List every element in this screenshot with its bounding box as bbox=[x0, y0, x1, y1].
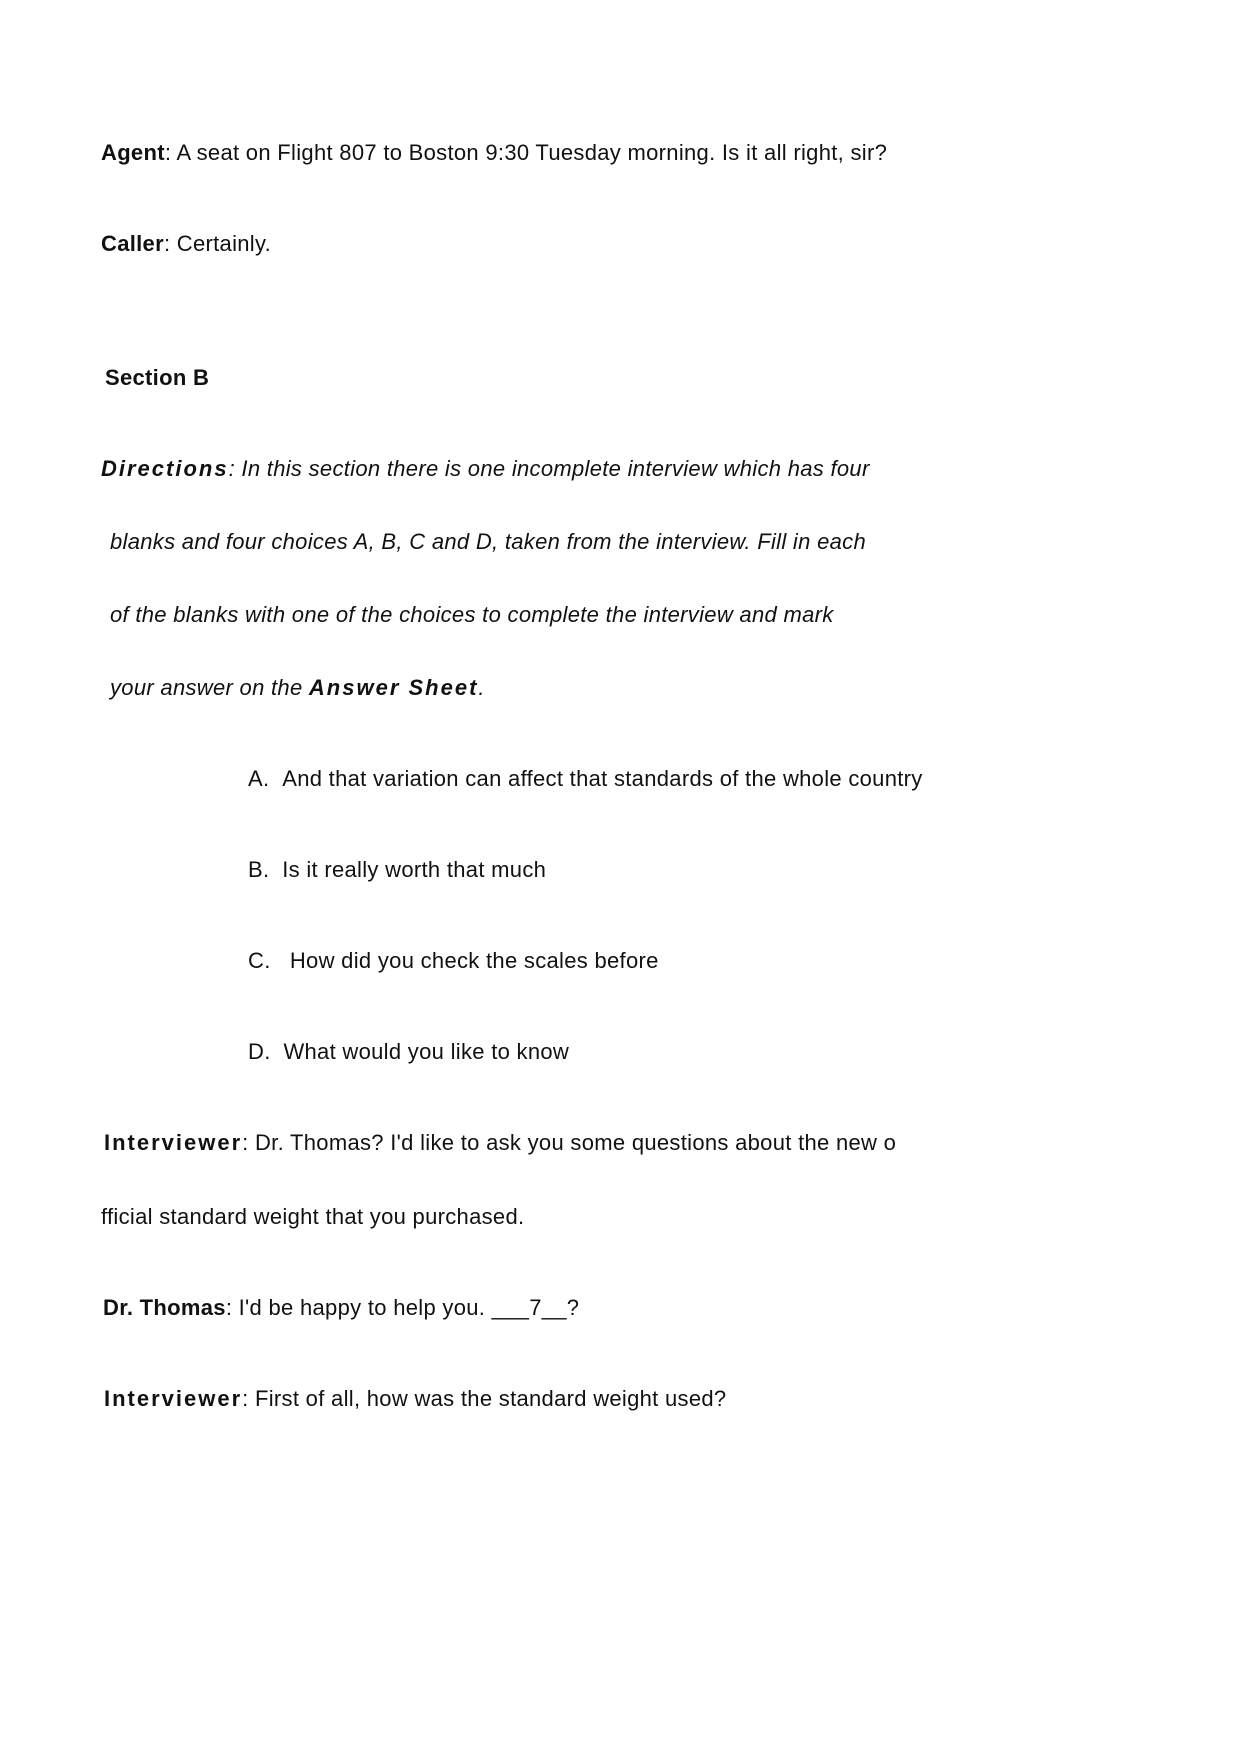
interviewer-text-1: : Dr. Thomas? I'd like to ask you some questions about the new o bbox=[242, 1130, 897, 1155]
directions-line-2: blanks and four choices A, B, C and D, taken from the interview. Fill in each bbox=[110, 529, 866, 554]
dr-thomas-text: : I'd be happy to help you. ___7__? bbox=[225, 1295, 580, 1320]
directions-line-3: of the blanks with one of the choices to complete the interview and mark bbox=[110, 602, 834, 627]
caller-line bbox=[101, 231, 271, 257]
choice-text: What would you like to know bbox=[283, 1039, 570, 1064]
caller-text: : Certainly. bbox=[163, 231, 272, 256]
directions-line-1 bbox=[101, 456, 870, 482]
choice-text: How did you check the scales before bbox=[289, 948, 659, 973]
directions-period: . bbox=[478, 675, 485, 700]
dr-thomas-label: Dr. Thomas bbox=[103, 1295, 226, 1320]
interviewer-text-2: : First of all, how was the standard weight used? bbox=[242, 1386, 727, 1411]
agent-text: : A seat on Flight 807 to Boston 9:30 Tuesday morning. Is it all right, sir? bbox=[164, 140, 888, 165]
directions-text-1: : In this section there is one incomplete interview which has four bbox=[228, 456, 870, 481]
choice-letter: B. bbox=[248, 857, 270, 882]
interviewer-label: Interviewer bbox=[104, 1386, 243, 1411]
directions-label: Directions bbox=[101, 456, 229, 481]
caller-label: Caller bbox=[101, 231, 164, 256]
interviewer-line-1 bbox=[104, 1130, 896, 1156]
section-title: Section B bbox=[105, 365, 210, 390]
directions-text-4: your answer on the bbox=[110, 675, 309, 700]
choice-c bbox=[248, 948, 659, 974]
agent-label: Agent bbox=[101, 140, 165, 165]
choice-a bbox=[248, 766, 923, 792]
choice-text: And that variation can affect that standards of the whole country bbox=[282, 766, 923, 791]
agent-line bbox=[101, 140, 887, 166]
choice-d bbox=[248, 1039, 569, 1065]
choice-letter: D. bbox=[248, 1039, 271, 1064]
interviewer-line-1-cont: fficial standard weight that you purchased. bbox=[101, 1204, 525, 1229]
interviewer-label: Interviewer bbox=[104, 1130, 243, 1155]
interviewer-line-2 bbox=[104, 1386, 726, 1412]
choice-text: Is it really worth that much bbox=[282, 857, 547, 882]
dr-thomas-line bbox=[103, 1295, 579, 1321]
answer-sheet-label: Answer Sheet bbox=[308, 675, 479, 700]
choice-letter: A. bbox=[248, 766, 270, 791]
choice-letter: C. bbox=[248, 948, 271, 973]
choice-b bbox=[248, 857, 546, 883]
directions-line-4 bbox=[110, 675, 485, 701]
